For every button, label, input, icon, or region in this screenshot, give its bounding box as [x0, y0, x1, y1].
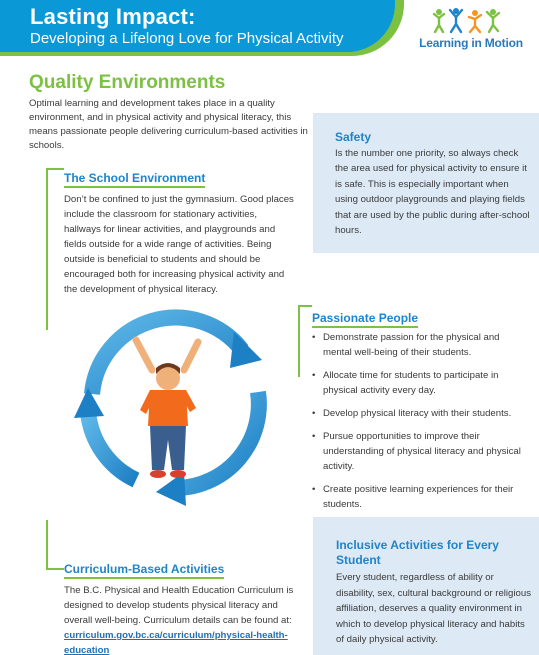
list-item: • Pursue opportunities to improve their understanding of physical literacy and physical activity. [312, 429, 524, 474]
list-item: • Allocate time for students to participate in physical activity every day. [312, 368, 524, 398]
inclusive-text: Every student, regardless of ability or disability, sex, cultural background or religious affiliation, deserves a quality environment in which to develop physical literacy and habits of daily physical activity. [336, 572, 531, 646]
list-item: • Develop physical literacy with their students. [312, 406, 524, 421]
connector-line [46, 520, 48, 570]
school-environment-heading: The School Environment [64, 171, 205, 188]
curriculum-heading: Curriculum-Based Activities [64, 562, 224, 579]
safety-text: Is the number one priority, so always check the area used for physical activity to ensure it is safe. This is especially important when using outdoor playgrounds and playing fields that are used by the public during after-school hours. [335, 148, 530, 237]
connector-line [298, 305, 300, 377]
logo-figures-icon [432, 8, 502, 34]
curriculum-section [64, 583, 304, 655]
connector-line [46, 568, 64, 570]
intro-paragraph: Optimal learning and development takes place in a quality environment, and in physical activity and physical literacy, this means passionate people delivering curriculum-based activities in schools. [29, 98, 308, 151]
school-environment-text: Don’t be confined to just the gymnasium. Good places include the classroom for stationary activities, hallways for linear activities, and playgrounds and fields outside for a wide range of activities. Being outside is beneficial to students and should be encouraged both for increasing physical activity and the development of physical literacy. [64, 194, 294, 295]
connector-line [46, 168, 64, 170]
connector-line [46, 168, 48, 330]
logo-text: Learning in Motion [419, 36, 523, 50]
page-header [0, 0, 539, 56]
list-item: • Demonstrate passion for the physical and mental well-being of their students. [312, 330, 524, 360]
list-item: • Create positive learning experiences for their students. [312, 482, 524, 512]
inclusive-box [313, 517, 539, 655]
curriculum-text: The B.C. Physical and Health Education Curriculum is designed to develop students physical literacy and overall well-being. Curriculum details can be found at: [64, 585, 294, 626]
connector-line [298, 305, 312, 307]
inclusive-heading: Inclusive Activities for Every Student [336, 538, 499, 567]
safety-heading: Safety [335, 130, 372, 144]
section-heading: Quality Environments [29, 72, 226, 93]
jumping-child-illustration [136, 340, 198, 478]
page-subtitle: Developing a Lifelong Love for Physical Activity [30, 30, 344, 47]
learning-in-motion-logo [416, 8, 526, 52]
curriculum-link[interactable]: curriculum.gov.bc.ca/curriculum/physical-health-education [64, 630, 288, 655]
page-title: Lasting Impact: [30, 4, 196, 29]
cycle-arrows-icon [74, 302, 274, 512]
passionate-people-heading: Passionate People [312, 311, 418, 328]
passionate-people-list [312, 330, 524, 520]
safety-box [313, 113, 539, 253]
